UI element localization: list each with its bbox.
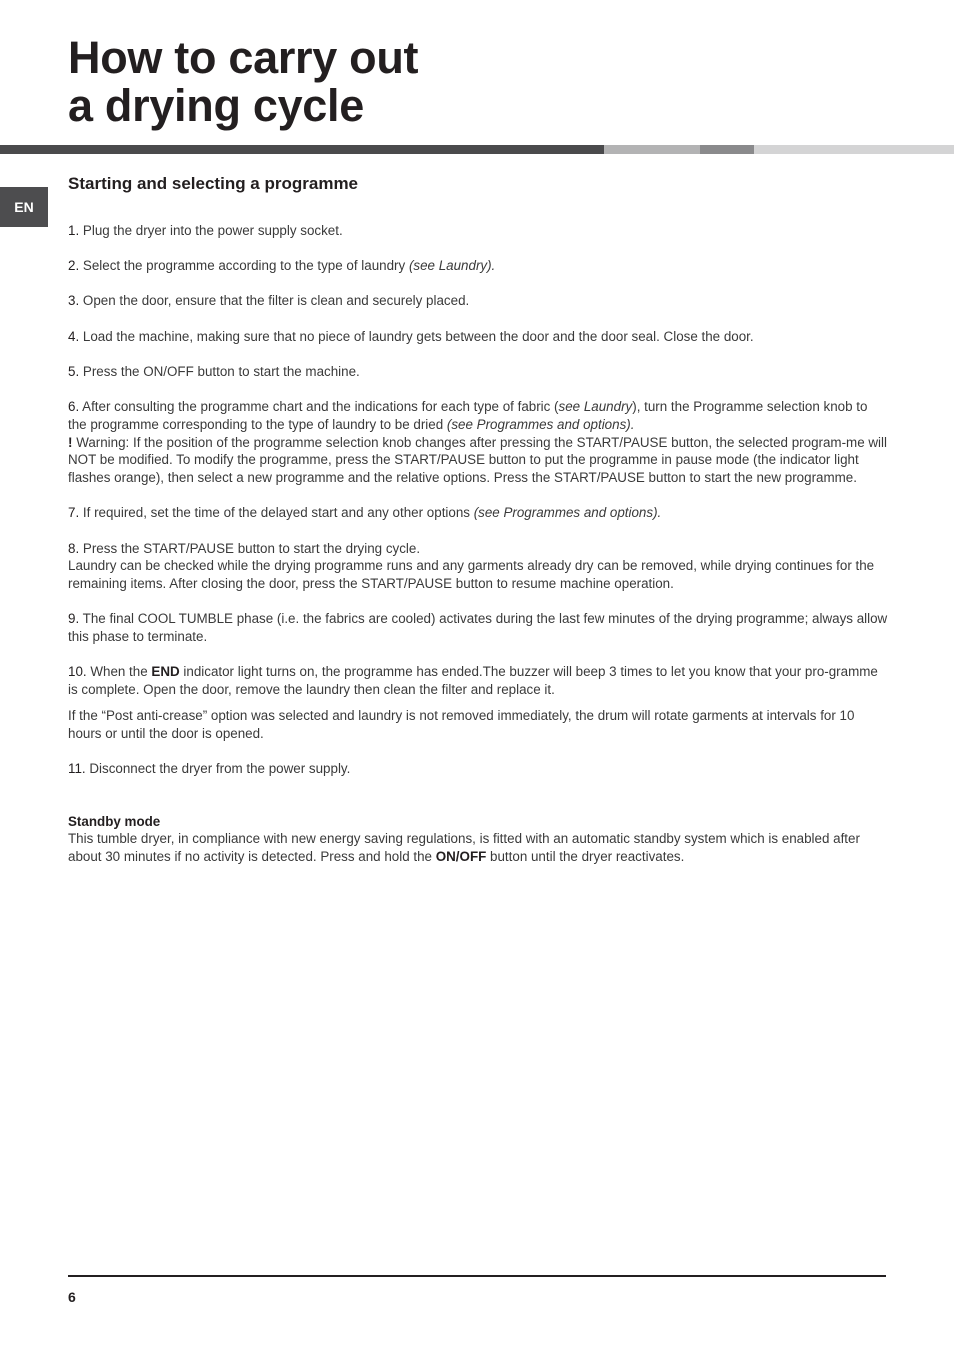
- step-text: Open the door, ensure that the filter is clean and securely placed.: [82, 293, 470, 309]
- step-text: The final COOL TUMBLE phase (i.e. the fabrics are cooled) activates during the last few minutes of the drying programme; always allow this phase to terminate.: [68, 611, 888, 645]
- page-number: 6: [68, 1289, 76, 1305]
- cross-reference: (see Programmes and options).: [473, 505, 662, 521]
- step-number: 7.: [68, 505, 80, 521]
- divider-bar-dark: [0, 145, 604, 154]
- step-detail: If the “Post anti-crease” option was selected and laundry is not removed immediately, the drum will rotate garments at intervals for 10 hours or until the door is opened.: [68, 707, 855, 741]
- step-number: 3.: [68, 293, 80, 309]
- step-detail: Laundry can be checked while the drying programme runs and any garments already dry can be removed, while drying continues for the remaining items. After closing the door, press the START/PAUSE button to resume machine operation.: [68, 558, 875, 592]
- page-title-line-2: a drying cycle: [68, 80, 364, 131]
- step-text: Plug the dryer into the power supply socket.: [82, 223, 343, 238]
- page-title: [68, 34, 418, 130]
- cross-reference: see Laundry: [558, 398, 633, 414]
- step-number: 2.: [68, 258, 80, 274]
- step-5: [68, 363, 888, 381]
- instructions-body: [68, 222, 888, 866]
- step-text: When the: [90, 664, 152, 680]
- step-number: 11.: [68, 760, 86, 776]
- step-2: [68, 257, 888, 275]
- section-heading: Starting and selecting a programme: [68, 174, 359, 193]
- step-text: Press the START/PAUSE button to start the drying cycle.: [82, 540, 421, 556]
- footer-rule: [68, 1275, 886, 1277]
- step-text: indicator light turns on, the programme has ended.The buzzer will beep 3 times to let you know that your pro-gramme is complete. Open the door, remove the laundry then clean the filter and replace it.: [68, 664, 878, 698]
- step-10: [68, 663, 888, 742]
- cross-reference: (see Laundry).: [408, 258, 496, 274]
- divider-bar-pale: [754, 145, 954, 154]
- cross-reference: (see Programmes and options).: [446, 416, 635, 432]
- standby-heading: Standby mode: [68, 813, 161, 829]
- warning-text: Warning: If the position of the programme selection knob changes after pressing the START/PAUSE button, the selected program-me will NOT be modified. To modify the programme, press the START/PAUSE button to put the programme in pause mode (the indicator light flashes orange), then select a new programme and the relative options. Press the START/PAUSE button to start the new programme.: [68, 434, 887, 486]
- step-text: Disconnect the dryer from the power supply.: [89, 760, 351, 776]
- warning-mark: !: [68, 434, 73, 450]
- step-6: [68, 398, 888, 487]
- language-tab: EN: [0, 187, 48, 227]
- step-text: Load the machine, making sure that no piece of laundry gets between the door and the door seal. Close the door.: [82, 328, 754, 344]
- step-text: ), turn the Programme selection knob to the programme corresponding to the type of laundry to be dried: [68, 398, 868, 432]
- step-number: 4.: [68, 328, 80, 344]
- step-number: 5.: [68, 363, 80, 379]
- end-indicator-label: END: [151, 664, 180, 680]
- step-number: 9.: [68, 611, 80, 627]
- step-text: If required, set the time of the delayed start and any other options: [82, 505, 474, 521]
- step-3: [68, 292, 888, 310]
- divider-bar-light: [604, 145, 700, 154]
- divider-bar-mid: [700, 145, 754, 154]
- step-text: Select the programme according to the type of laundry: [82, 258, 409, 274]
- step-number: 6.: [68, 398, 80, 414]
- standby-text-part: button until the dryer reactivates.: [486, 849, 685, 865]
- step-number: 10.: [68, 664, 87, 680]
- page-title-line-1: How to carry out: [68, 32, 419, 83]
- step-11: [68, 760, 888, 778]
- onoff-label: ON/OFF: [435, 849, 487, 865]
- step-4: [68, 328, 888, 346]
- step-text: After consulting the programme chart and the indications for each type of fabric (: [82, 398, 559, 414]
- header-divider-bars: [0, 145, 954, 154]
- step-7: [68, 504, 888, 522]
- step-8: [68, 540, 888, 593]
- step-number: 8.: [68, 540, 80, 556]
- standby-text: [68, 830, 888, 866]
- step-text: Press the ON/OFF button to start the machine.: [82, 363, 360, 379]
- standby-text-part: This tumble dryer, in compliance with new energy saving regulations, is fitted with an automatic standby system which is enabled after about 30 minutes if no activity is detected. Press and hold the: [68, 831, 860, 865]
- step-1: [68, 222, 888, 240]
- step-number: 1.: [68, 223, 80, 238]
- step-9: [68, 610, 888, 646]
